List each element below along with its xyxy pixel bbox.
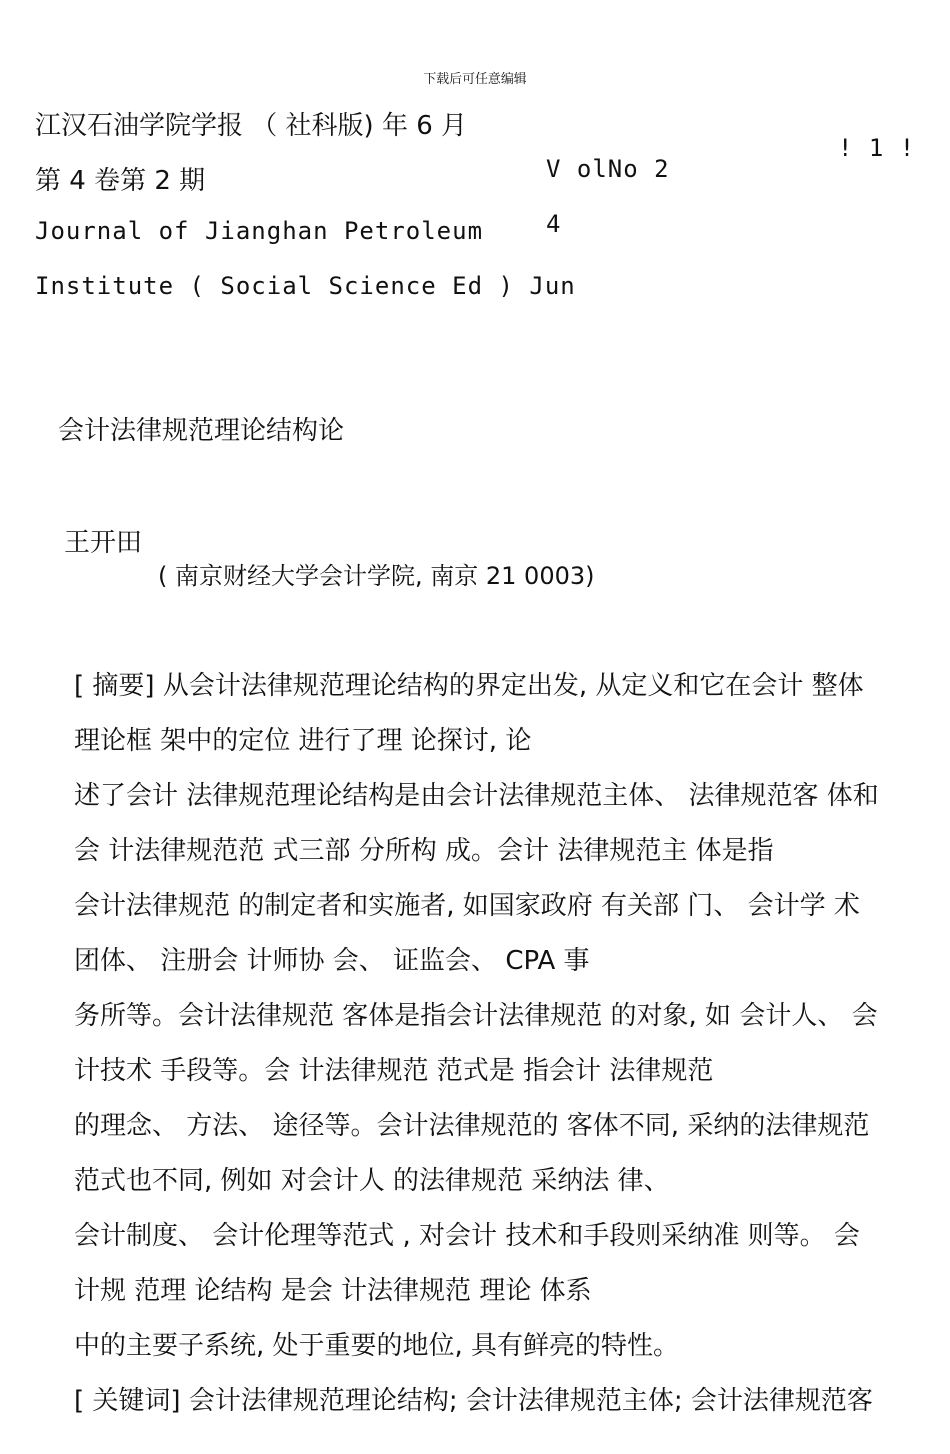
top-note: 下载后可任意编辑 — [423, 72, 527, 87]
abstract-line: 会计法律规范 的制定者和实施者, 如国家政府 有关部 门、 会计学 术 — [74, 891, 860, 921]
journal-name-cn: 江汉石油学院学报 （ 社科版) 年 6 月 — [35, 111, 468, 141]
abstract-line: 会计制度、 会计伦理等范式 , 对会计 技术和手段则采纳准 则等。 会 — [74, 1221, 860, 1251]
abstract-line: 计技术 手段等。会 计法律规范 范式是 指会计 法律规范 — [74, 1056, 714, 1086]
abstract-line: 务所等。会计法律规范 客体是指会计法律规范 的对象, 如 会计人、 会 — [74, 1001, 878, 1031]
abstract-line: 范式也不同, 例如 对会计人 的法律规范 采纳法 律、 — [74, 1166, 670, 1196]
journal-name-en-line2: Institute ( Social Science Ed ) Jun — [35, 272, 576, 300]
article-title: 会计法律规范理论结构论 — [58, 416, 345, 446]
author-name: 王开田 — [64, 528, 143, 558]
journal-name-en-line1: Journal of Jianghan Petroleum — [35, 217, 484, 245]
volume-digit: 4 — [546, 210, 562, 238]
keywords-line: [ 关键词] 会计法律规范理论结构; 会计法律规范主体; 会计法律规范客 — [74, 1386, 873, 1416]
author-affiliation: ( 南京财经大学会计学院, 南京 21 0003) — [158, 562, 595, 590]
abstract-line: 的理念、 方法、 途径等。会计法律规范的 客体不同, 采纳的法律规范 — [74, 1111, 870, 1141]
abstract-line: 述了会计 法律规范理论结构是由会计法律规范主体、 法律规范客 体和 — [74, 781, 879, 811]
abstract-line: 会 计法律规范范 式三部 分所构 成。会计 法律规范主 体是指 — [74, 836, 774, 866]
abstract-line: [ 摘要] 从会计法律规范理论结构的界定出发, 从定义和它在会计 整体 — [74, 671, 864, 701]
abstract-line: 理论框 架中的定位 进行了理 论探讨, 论 — [74, 726, 532, 756]
page-mark: ! 1 ! — [838, 134, 916, 162]
issue-cn: 第 4 卷第 2 期 — [35, 166, 206, 196]
abstract-line: 团体、 注册会 计师协 会、 证监会、 CPA 事 — [74, 946, 590, 976]
volume-number: V olNo 2 — [546, 155, 670, 183]
abstract-line: 中的主要子系统, 处于重要的地位, 具有鲜亮的特性。 — [74, 1331, 680, 1361]
abstract-line: 计规 范理 论结构 是会 计法律规范 理论 体系 — [74, 1276, 592, 1306]
